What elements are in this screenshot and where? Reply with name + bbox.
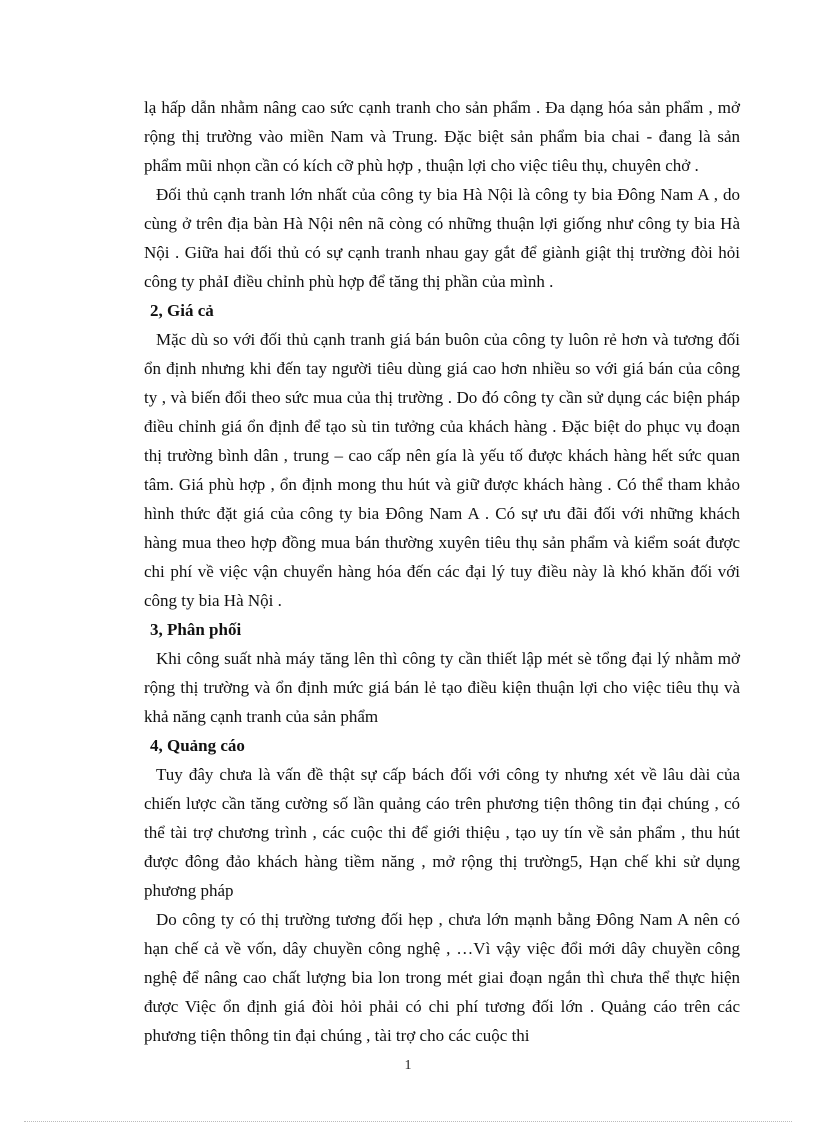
footer-divider: [24, 1121, 792, 1122]
paragraph-price: Mặc dù so với đối thủ cạnh tranh giá bán buôn của công ty luôn rẻ hơn và tương đối ổn định nhưng khi đến tay người tiêu dùng giá cao hơn nhiều so với giá bán của công ty , và biến đổi theo sức mua của thị trường . Do đó công ty cần sử dụng các biện pháp điều chỉnh giá ổn định để tạo sù tin tưởng của khách hàng . Đặc biệt do phục vụ đoạn thị trường bình dân , trung – cao cấp nên gía là yếu tố được khách hàng hết sức quan tâm. Giá phù hợp , ổn định mong thu hút và giữ được khách hàng . Có thể tham khảo hình thức đặt giá của công ty bia Đông Nam A . Có sự ưu đãi đối với những khách hàng mua theo hợp đồng mua bán thường xuyên tiêu thụ sản phẩm và kiểm soát được chi phí về việc vận chuyển hàng hóa đến các đại lý tuy điều này là khó khăn đối với công ty bia Hà Nội .: [144, 330, 740, 610]
paragraph-advertising: Tuy đây chưa là vấn đề thật sự cấp bách đối với công ty nhưng xét về lâu dài của chiến lược cần tăng cường số lần quảng cáo trên phương tiện thông tin đại chúng , có thể tài trợ chương trình , các cuộc thi để giới thiệu , tạo uy tín về sản phẩm , thu hút được đông đảo khách hàng tiềm năng , mở rộng thị trường5, Hạn chế khi sử dụng phương pháp: [144, 765, 740, 900]
paragraph-distribution: Khi công suất nhà máy tăng lên thì công ty cần thiết lập mét sè tổng đại lý nhằm mở rộng thị trường và ổn định mức giá bán lẻ tạo điều kiện thuận lợi cho việc tiêu thụ và khả năng cạnh tranh của sản phẩm: [144, 649, 740, 726]
heading-price: 2, Giá cả: [150, 301, 214, 320]
paragraph-intro-continuation: lạ hấp dẫn nhằm nâng cao sức cạnh tranh cho sản phẩm . Đa dạng hóa sản phẩm , mở rộng thị trường vào miền Nam và Trung. Đặc biệt sản phẩm bia chai - đang là sản phẩm mũi nhọn cần có kích cỡ phù hợp , thuận lợi cho việc tiêu thụ, chuyên chở .: [144, 98, 740, 175]
paragraph-competitor: Đối thủ cạnh tranh lớn nhất của công ty bia Hà Nội là công ty bia Đông Nam A , do cùng ở trên địa bàn Hà Nội nên nã còng có những thuận lợi giống như công ty bia Hà Nội . Giữa hai đối thủ có sự cạnh tranh nhau gay gắt để giành giật thị trường đòi hỏi công ty phảI điều chỉnh phù hợp để tăng thị phần của mình .: [144, 185, 740, 291]
heading-distribution: 3, Phân phối: [150, 620, 242, 639]
paragraph-limitations: Do công ty có thị trường tương đối hẹp , chưa lớn mạnh bằng Đông Nam A nên có hạn chế cả về vốn, dây chuyền công nghệ , …Vì vậy việc đổi mới dây chuyền công nghệ để nâng cao chất lượng bia lon trong mét giai đoạn ngắn thì chưa thể thực hiện được Việc ổn định giá đòi hỏi phải có chi phí tương đối lớn . Quảng cáo trên các phương tiện thông tin đại chúng , tài trợ cho các cuộc thi: [144, 910, 740, 1045]
page-number: 1: [404, 1058, 412, 1073]
document-body: [144, 93, 740, 1050]
heading-advertising: 4, Quảng cáo: [150, 736, 245, 755]
